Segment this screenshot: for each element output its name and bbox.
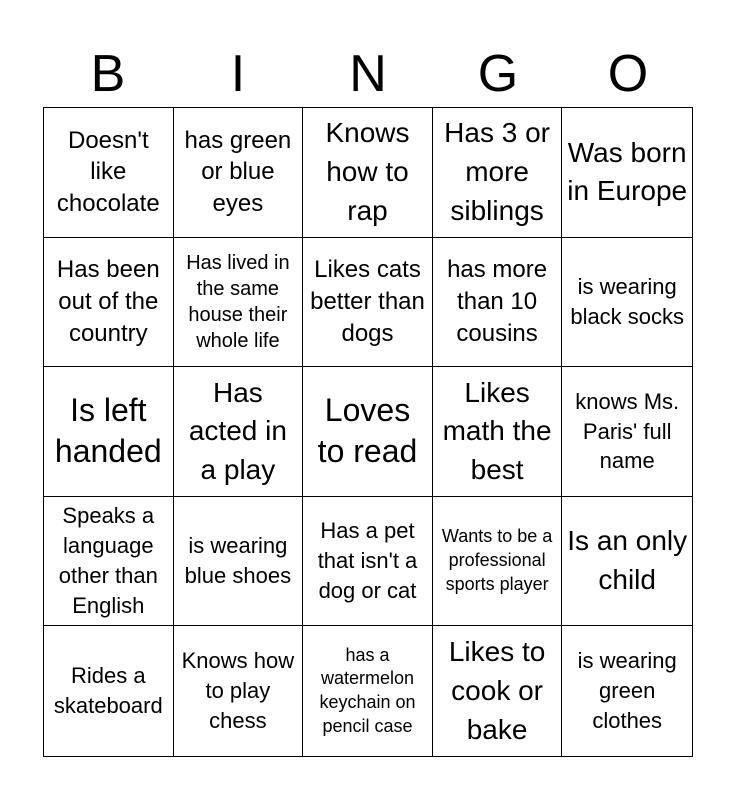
- bingo-cell[interactable]: [174, 367, 304, 497]
- bingo-header: [43, 40, 693, 108]
- bingo-cell[interactable]: [44, 238, 174, 368]
- bingo-cell[interactable]: [303, 626, 433, 756]
- bingo-cell[interactable]: [44, 108, 174, 238]
- header-letter-n: N: [349, 45, 387, 103]
- cell-text: Loves to read: [317, 391, 418, 470]
- bingo-cell[interactable]: [174, 497, 304, 627]
- cell-text: Has acted in a play: [188, 376, 287, 485]
- bingo-cell[interactable]: [174, 626, 304, 756]
- cell-text: Has been out of the country: [56, 256, 160, 347]
- cell-text: Has 3 or more siblings: [444, 117, 550, 226]
- bingo-cell[interactable]: [303, 238, 433, 368]
- cell-text: has more than 10 cousins: [447, 256, 548, 347]
- bingo-board: [43, 107, 693, 757]
- bingo-cell[interactable]: [433, 626, 563, 756]
- bingo-cell[interactable]: [44, 497, 174, 627]
- bingo-cell[interactable]: [44, 626, 174, 756]
- cell-text: Knows how to rap: [325, 117, 410, 226]
- cell-text: is wearing blue shoes: [184, 533, 292, 589]
- bingo-cell[interactable]: [44, 367, 174, 497]
- bingo-cell[interactable]: [562, 108, 692, 238]
- cell-text: Doesn't like chocolate: [56, 126, 160, 218]
- cell-text: Speaks a language other than English: [58, 503, 158, 618]
- bingo-cell[interactable]: [562, 238, 692, 368]
- cell-text: Likes cats better than dogs: [310, 256, 425, 347]
- cell-text: has a watermelon keychain on pencil case: [319, 644, 416, 736]
- cell-text: Was born in Europe: [567, 136, 688, 207]
- header-letter-g: G: [477, 45, 519, 103]
- cell-text: Wants to be a professional sports player: [441, 526, 553, 594]
- cell-text: is wearing green clothes: [577, 648, 677, 734]
- bingo-cell[interactable]: [562, 367, 692, 497]
- header-letter-b: B: [90, 45, 126, 103]
- cell-text: Has lived in the same house their whole life: [186, 251, 290, 352]
- cell-text: is wearing black socks: [570, 273, 685, 329]
- cell-text: Is an only child: [567, 525, 688, 596]
- bingo-cell[interactable]: [174, 108, 304, 238]
- bingo-cell[interactable]: [303, 108, 433, 238]
- cell-text: Likes math the best: [442, 376, 552, 485]
- bingo-cell[interactable]: [303, 497, 433, 627]
- header-letter-i: I: [230, 45, 246, 103]
- cell-text: Is left handed: [54, 391, 162, 470]
- bingo-cell[interactable]: [433, 367, 563, 497]
- bingo-cell[interactable]: [174, 238, 304, 368]
- header-letter-o: O: [607, 45, 649, 103]
- bingo-cell[interactable]: [562, 626, 692, 756]
- bingo-cell[interactable]: [433, 497, 563, 627]
- cell-text: has green or blue eyes: [184, 126, 292, 218]
- bingo-cell[interactable]: [303, 367, 433, 497]
- cell-text: Likes to cook or bake: [448, 636, 546, 745]
- cell-text: knows Ms. Paris' full name: [575, 388, 680, 474]
- bingo-cell[interactable]: [433, 108, 563, 238]
- bingo-cell[interactable]: [433, 238, 563, 368]
- cell-text: Has a pet that isn't a dog or cat: [317, 518, 418, 604]
- bingo-cell[interactable]: [562, 497, 692, 627]
- cell-text: Knows how to play chess: [181, 648, 295, 734]
- cell-text: Rides a skateboard: [53, 663, 163, 719]
